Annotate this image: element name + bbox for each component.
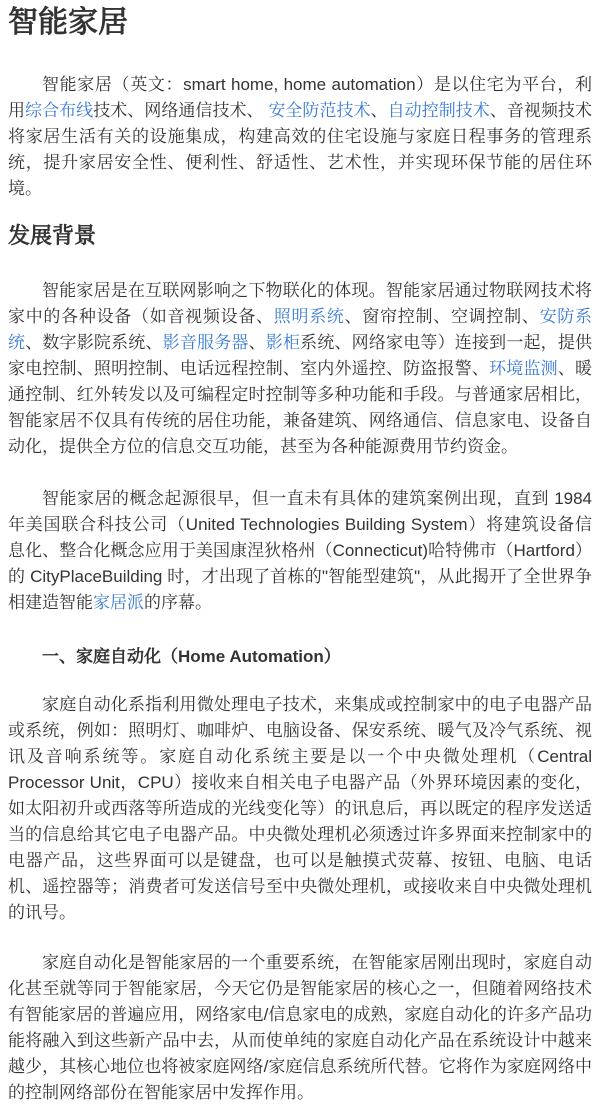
text-run: 智能家居的概念起源很早，但一直未有具体的建筑案例出现，直到 1984 年美国联合科技公司（United Technologies Building System）将建筑设备信息化、整合化概念应用于美国康涅狄格州（Connecticut)哈特佛市（Hartford）的 CityPlaceBuilding 时，才出现了首栋的"智能型建筑"，从此揭开了全世界争相建造智能	[8, 489, 593, 612]
latin-text: CityPlaceBuilding	[25, 567, 168, 586]
latin-text: "	[414, 567, 421, 586]
latin-text: Connecticut)	[332, 541, 429, 560]
latin-text: /	[263, 1005, 269, 1024]
text-run: 家庭自动化是智能家居的一个重要系统，在智能家居刚出现时，家庭自动化甚至就等同于智能家居，今天它仍是智能家居的核心之一，但随着网络技术有智能家居的普遍应用，网络家电/信息家电的成熟，家庭自动化的许多产品功能将融入到这些新产品中去，从而使单纯的家庭自动化产品在系统设计中越来越少，其核心地位也将被家庭网络/家庭信息系统所代替。它将作为家庭网络中的控制网络部份在智能家居中发挥作用。	[8, 953, 593, 1102]
inline-link[interactable]: 影音服务器	[162, 333, 249, 352]
text-run: 、	[248, 333, 266, 352]
latin-text: /	[263, 1057, 269, 1076]
text-run: 、暖通控制、红外转发以及可编程定时控制等多种功能和手段。与普通家居相比，智能家居不仅具有传统的居住功能，兼备建筑、网络通信、信息家电、设备自动化，提供全方位的信息交互功能，甚至为各种能源费用节约资金。	[8, 359, 593, 456]
text-run: 、音视频技术将家居生活有关的设施集成，构建高效的住宅设施与家庭日程事务的管理系统，提升家居安全性、便利性、舒适性、艺术性，并实现环保节能的居住环境。	[8, 101, 593, 198]
text-run: 、窗帘控制、空调控制、	[344, 307, 540, 326]
text-run: 技术、网络通信技术、	[93, 101, 268, 120]
paragraph-background-overview	[8, 278, 592, 460]
latin-text: "	[321, 567, 329, 586]
latin-text: Hartford	[513, 541, 575, 560]
text-run: 智能家居（英文：smart home, home automation）是以住宅为平台，利用	[8, 75, 593, 120]
text-run: 智能家居是在互联网影响之下物联化的体现。智能家居通过物联网技术将家中的各种设备（如音视频设备、	[8, 281, 592, 326]
latin-text: Central Processor Unit	[8, 747, 592, 792]
text-run: 家庭自动化系指利用微处理电子技术，来集成或控制家中的电子电器产品或系统，例如：照明灯、咖啡炉、电脑设备、保安系统、暖气及冷气系统、视讯及音响系统等。家庭自动化系统主要是以一个中央微处理机（Central Processor Unit，CPU）接收来自相关电子电器产品（外界环境因素的变化，如太阳初升或西落等所造成的光线变化等）的讯息后，再以既定的程序发送适当的信息给其它电子电器产品。中央微处理机必须透过许多界面来控制家中的电器产品，这些界面可以是键盘，也可以是触摸式荧幕、按钮、电脑、电话机、遥控器等；消费者可发送信号至中央微处理机，或接收来自中央微处理机的讯号。	[8, 695, 593, 922]
latin-text: 1984	[548, 489, 593, 508]
inline-link[interactable]: 家居派	[93, 593, 144, 612]
inline-link[interactable]: 照明系统	[273, 307, 345, 326]
text-run: 系统、网络家电等）连接到一起，提供家电控制、照明控制、电话远程控制、室内外遥控、防盗报警、	[8, 333, 593, 378]
paragraph-background-history	[8, 486, 592, 616]
paragraph-home-automation-definition	[8, 692, 592, 926]
section-heading-development-background: 发展背景	[8, 223, 97, 248]
inline-link[interactable]: 自动控制技术	[387, 101, 490, 120]
inline-link[interactable]: 影柜	[265, 333, 301, 352]
text-run: 的序幕。	[144, 593, 212, 612]
inline-link[interactable]: 安全防范技术	[268, 101, 371, 120]
latin-text: Home Automation	[178, 647, 324, 666]
inline-link[interactable]: 环境监测	[489, 359, 558, 378]
latin-text: United Technologies Building System	[185, 515, 468, 534]
text-run: 、	[370, 101, 388, 120]
paragraph-home-automation-role	[8, 950, 592, 1106]
article-title: 智能家居	[8, 6, 128, 39]
intro-paragraph	[8, 72, 592, 202]
latin-text: smart home, home automation	[183, 75, 416, 94]
text-run: 一、家庭自动化（Home Automation）	[42, 647, 341, 666]
text-run: 、数字影院系统、	[25, 333, 163, 352]
inline-link[interactable]: 安防系统	[8, 307, 592, 352]
inline-link[interactable]: 综合布线	[25, 101, 94, 120]
latin-text: CPU	[137, 773, 174, 792]
subheading-home-automation	[8, 644, 592, 670]
